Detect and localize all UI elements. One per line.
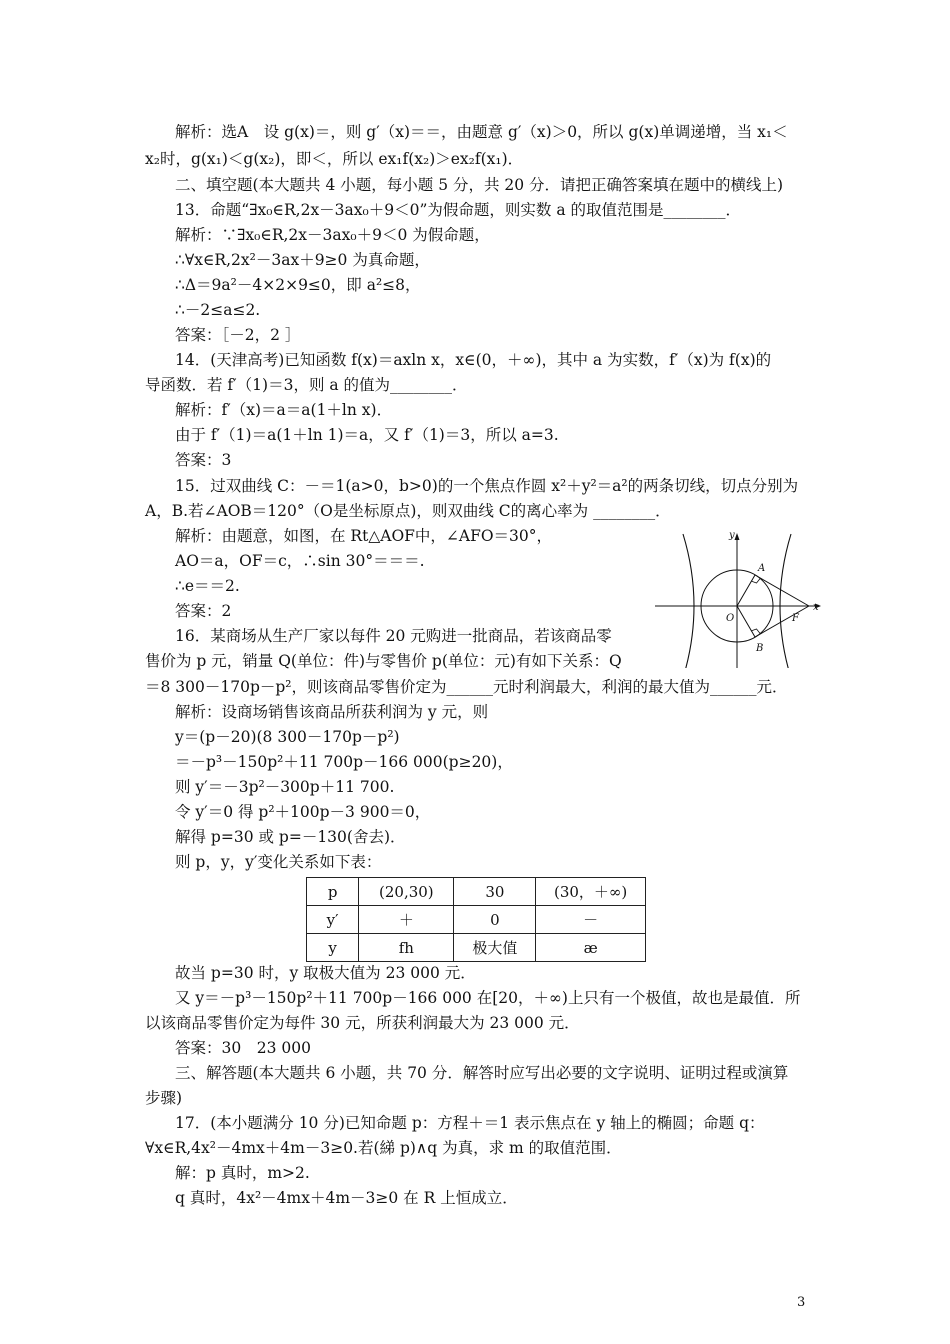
variation-table <box>306 877 646 962</box>
text-line: x₂时，g(x₁)＜g(x₂)，即＜，所以 ex₁f(x₂)＞ex₂f(x₁)． <box>145 150 524 168</box>
text-line: 解析：设商场销售该商品所获利润为 y 元，则 <box>175 703 489 721</box>
text-line: ＝－p³－150p²＋11 700p－166 000(p≥20)， <box>175 753 513 771</box>
text-line: 令 y′＝0 得 p²＋100p－3 900＝0， <box>175 803 431 821</box>
table-cell: ＋ <box>359 906 454 934</box>
section-heading: 三、解答题(本大题共 6 小题，共 70 分．解答时应写出必要的文字说明、证明过程或演算 <box>175 1064 789 1082</box>
x-axis-label: x <box>813 602 819 613</box>
question-17: 17．(本小题满分 10 分)已知命题 p：方程＋＝1 表示焦点在 y 轴上的椭圆；命题 q： <box>175 1114 765 1132</box>
question-14: 14．(天津高考)已知函数 f(x)＝axln x，x∈(0，＋∞)，其中 a 为实数，f′（x)为 f(x)的 <box>175 351 772 369</box>
text-line: 解析：f′（x)＝a＝a(1＋ln x)． <box>175 401 393 419</box>
hyperbola-left-branch <box>683 534 694 668</box>
table-cell: 0 <box>454 906 536 934</box>
table-row <box>307 878 646 906</box>
section-heading: 二、填空题(本大题共 4 小题，每小题 5 分，共 20 分．请把正确答案填在题中的横线上) <box>175 176 784 194</box>
table-cell: y <box>307 934 359 962</box>
radius-ob <box>737 606 755 637</box>
table-cell: － <box>536 906 646 934</box>
text-line: 则 y′＝－3p²－300p＋11 700. <box>175 778 395 796</box>
text-line: 故当 p=30 时，y 取极大值为 23 000 元． <box>175 964 476 982</box>
question-15: 15．过双曲线 C：－＝1(a>0，b>0)的一个焦点作圆 x²＋y²＝a²的两条切线，切点分别为 <box>175 477 799 495</box>
text-line: y＝(p－20)(8 300－170p－p²) <box>175 728 400 746</box>
text-line: 解：p 真时，m>2. <box>175 1164 310 1182</box>
text-line: 导函数．若 f′（1)＝3，则 a 的值为________． <box>145 376 468 394</box>
text-line: q 真时，4x²－4mx＋4m－3≥0 在 R 上恒成立． <box>175 1189 518 1207</box>
table-cell: (30，＋∞) <box>536 878 646 906</box>
hyperbola-right-branch <box>780 534 791 668</box>
text-line: 由于 f′（1)＝a(1＋ln 1)＝a，又 f′（1)＝3，所以 a=3. <box>175 426 559 444</box>
text-line: ∴e＝＝2. <box>175 577 240 595</box>
point-a-label: A <box>758 563 766 574</box>
focus-label: F <box>792 613 799 624</box>
text-line: 解析：由题意，如图，在 Rt△AOF中，∠AFO＝30°， <box>175 527 553 545</box>
table-cell: fh <box>359 934 454 962</box>
y-axis-label: y <box>729 530 735 541</box>
y-axis-arrow <box>735 533 740 540</box>
answer-16: 答案：30 23 000 <box>175 1039 311 1057</box>
text-line: 则 p，y，y′变化关系如下表： <box>175 853 382 871</box>
text-line: 售价为 p 元，销量 Q(单位：件)与零售价 p(单位：元)有如下关系：Q <box>145 652 622 670</box>
table-cell: æ <box>536 934 646 962</box>
text-line: 解得 p=30 或 p=－130(舍去)． <box>175 828 406 846</box>
text-line: ∴－2≤a≤2. <box>175 301 261 319</box>
table-row <box>307 934 646 962</box>
table-cell: 极大值 <box>454 934 536 962</box>
text-line: 解析：∵∃x₀∈R,2x－3ax₀＋9＜0 为假命题， <box>175 226 490 244</box>
page-number: 3 <box>797 1295 806 1310</box>
point-b-label: B <box>756 643 764 654</box>
origin-label: O <box>726 613 735 624</box>
question-13: 13．命题“∃x₀∈R,2x－3ax₀＋9＜0”为假命题，则实数 a 的取值范围是________． <box>175 201 741 219</box>
text-line: 又 y＝－p³－150p²＋11 700p－166 000 在[20，＋∞)上只有一个极值，故也是最值．所 <box>175 989 801 1007</box>
answer-15: 答案：2 <box>175 602 232 620</box>
question-16: 16．某商场从生产厂家以每件 20 元购进一批商品，若该商品零 <box>175 627 612 645</box>
text-line: A，B.若∠AOB＝120°（O是坐标原点)，则双曲线 C的离心率为 ________． <box>145 502 671 520</box>
text-line: AO＝a，OF＝c，∴sin 30°＝＝＝. <box>175 552 425 570</box>
table-cell: 30 <box>454 878 536 906</box>
table-cell: p <box>307 878 359 906</box>
text-line: ∀x∈R,4x²－4mx＋4m－3≥0.若(綈 p)∧q 为真，求 m 的取值范围． <box>145 1139 622 1157</box>
table-cell: y′ <box>307 906 359 934</box>
table-row <box>307 906 646 934</box>
text-line: ＝8 300－170p－p²，则该商品零售价定为______元时利润最大，利润的最大值为______元． <box>145 678 788 696</box>
text-line: ∴Δ＝9a²－4×2×9≤0，即 a²≤8， <box>175 276 421 294</box>
text-line: 解析：选A 设 g(x)＝，则 g′（x)＝＝，由题意 g′（x)＞0，所以 g(x)单调递增，当 x₁＜ <box>175 123 788 141</box>
text-line: 步骤) <box>145 1089 183 1107</box>
text-line: 以该商品零售价定为每件 30 元，所获利润最大为 23 000 元． <box>145 1014 580 1032</box>
radius-oa <box>737 575 755 606</box>
answer-14: 答案：3 <box>175 451 232 469</box>
table-cell: (20,30) <box>359 878 454 906</box>
answer-13: 答案：［－2，2 ］ <box>175 326 301 344</box>
hyperbola-figure <box>655 528 825 668</box>
text-line: ∴∀x∈R,2x²－3ax＋9≥0 为真命题， <box>175 251 430 269</box>
